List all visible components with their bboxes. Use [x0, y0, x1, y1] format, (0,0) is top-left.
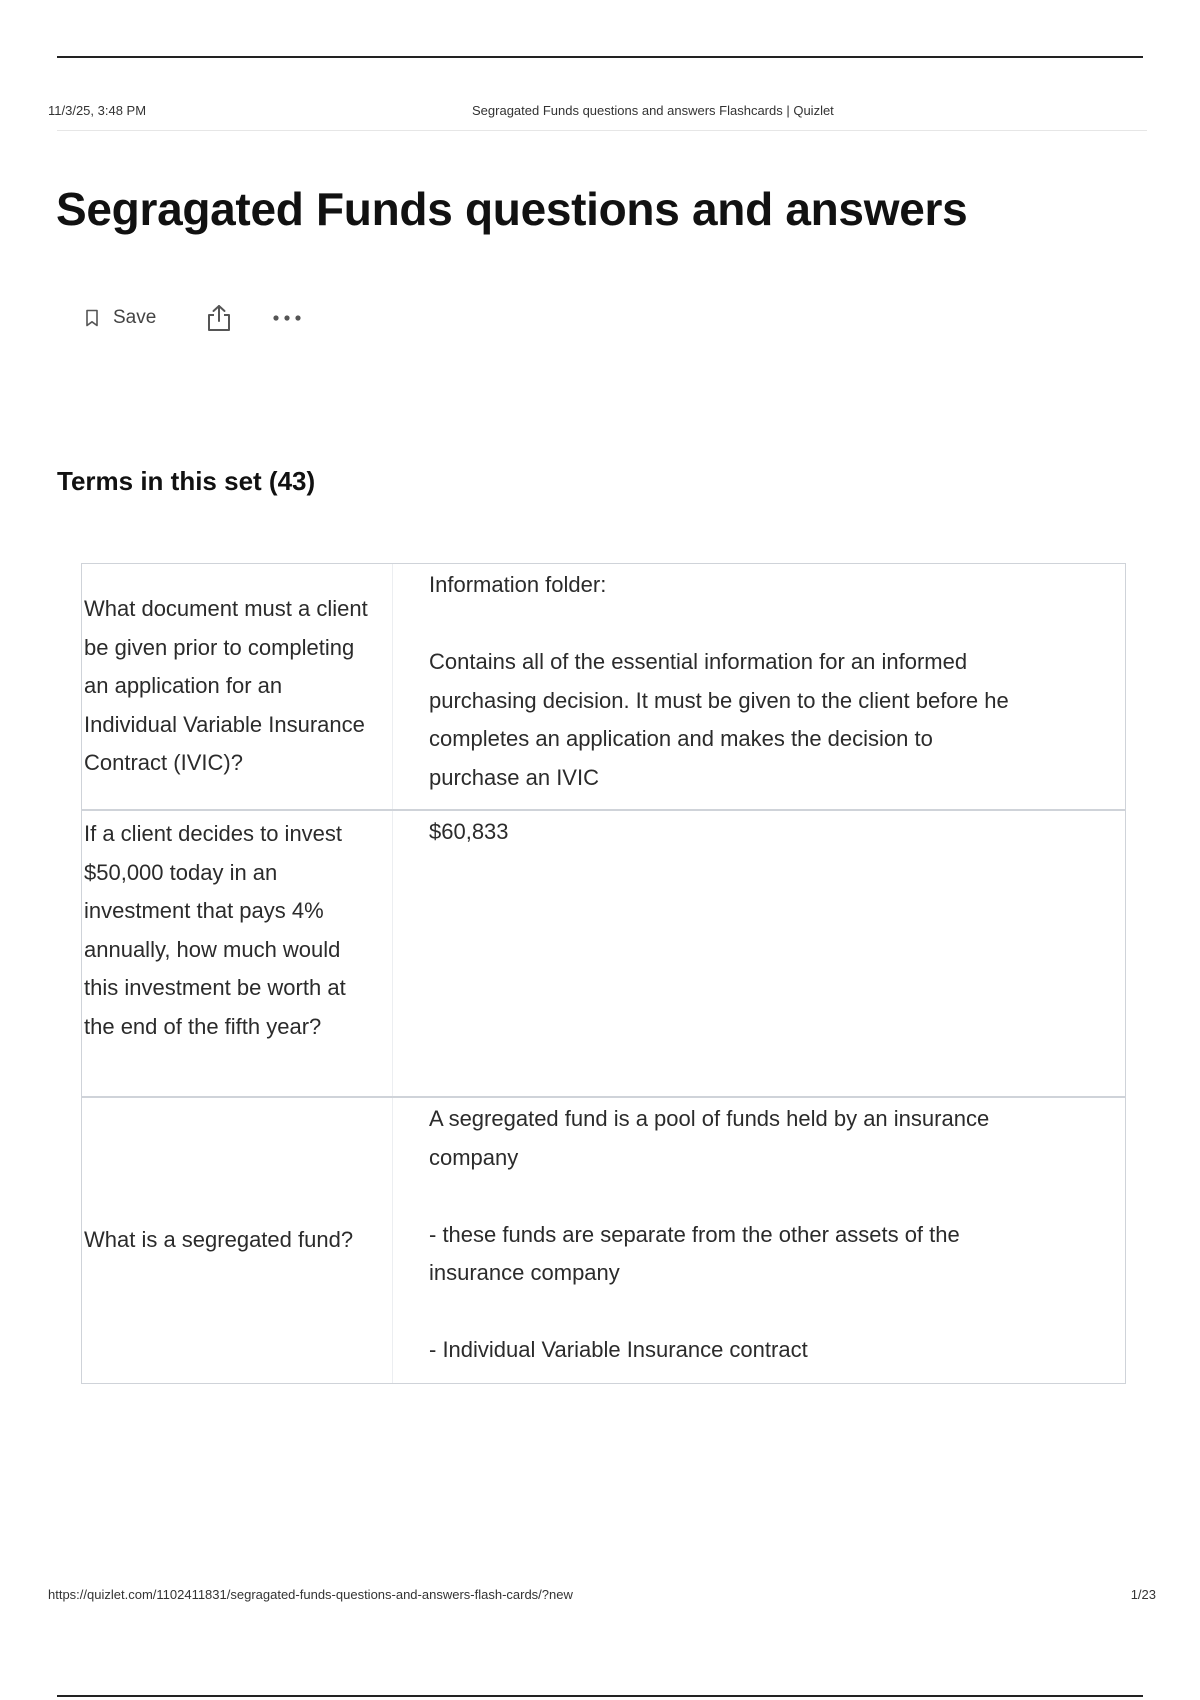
bottom-rule — [57, 1695, 1143, 1697]
bookmark-icon — [85, 309, 99, 327]
print-doc-title: Segragated Funds questions and answers Flashcards | Quizlet — [472, 103, 834, 118]
definition-cell — [393, 811, 1125, 1096]
print-datetime: 11/3/25, 3:48 PM — [48, 103, 147, 118]
page-title: Segragated Funds questions and answers — [56, 183, 968, 235]
set-actions — [85, 304, 302, 332]
terms-table — [81, 563, 1126, 1384]
definition-cell — [393, 1098, 1125, 1383]
term-row — [82, 1098, 1125, 1383]
term-row — [82, 811, 1125, 1098]
more-options-button[interactable] — [272, 314, 302, 322]
share-icon — [206, 304, 232, 332]
terms-heading: Terms in this set (43) — [57, 466, 316, 496]
definition-text: - Individual Variable Insurance contract — [429, 1337, 808, 1362]
term-text: If a client decides to invest $50,000 today in an investment that pays 4% annually, how much would this investment be worth at the end of the fifth year? — [84, 821, 346, 1039]
definition-cell — [393, 564, 1125, 809]
share-button[interactable] — [206, 304, 232, 332]
term-cell — [82, 811, 393, 1096]
print-url: https://quizlet.com/1102411831/segragated-funds-questions-and-answers-flash-cards/?new — [48, 1587, 573, 1602]
save-button[interactable] — [85, 307, 156, 329]
term-row — [82, 564, 1125, 811]
definition-text: $60,833 — [429, 819, 509, 844]
definition-text: Contains all of the essential information for an informed purchasing decision. It must be given to the client before he completes an application and makes the decision to purchase an IVIC — [429, 649, 1009, 790]
term-cell — [82, 564, 393, 809]
page-indicator: 1/23 — [1130, 1587, 1156, 1602]
top-rule — [57, 56, 1143, 58]
term-text: What document must a client be given prior to completing an application for an Individual Variable Insurance Contract (IVIC)? — [84, 596, 368, 776]
definition-text: - these funds are separate from the other assets of the insurance company — [429, 1221, 960, 1285]
term-text: What is a segregated fund? — [84, 1227, 354, 1253]
definition-text: A segregated fund is a pool of funds held by an insurance company — [429, 1106, 990, 1170]
term-cell — [82, 1098, 393, 1383]
definition-text: Information folder: — [429, 572, 607, 597]
header-divider — [57, 130, 1147, 131]
save-label: Save — [113, 307, 157, 328]
more-horizontal-icon — [272, 314, 302, 322]
